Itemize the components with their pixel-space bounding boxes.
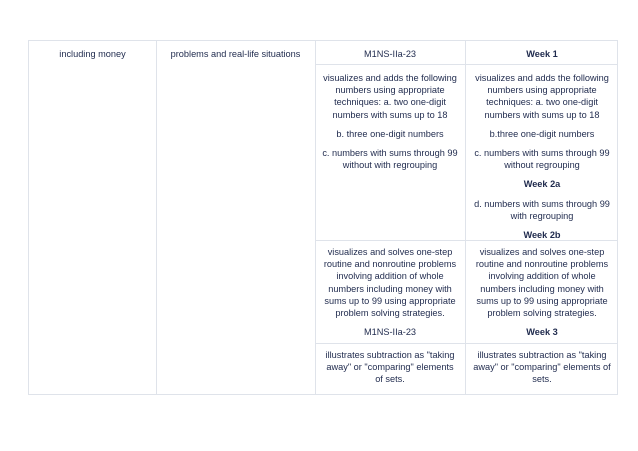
schedule-addition-cell bbox=[472, 72, 612, 248]
column-divider bbox=[315, 41, 316, 394]
column-divider bbox=[465, 41, 466, 394]
competency-text: b.three one-digit numbers bbox=[489, 128, 595, 139]
row-divider bbox=[315, 64, 617, 65]
competency-text: b. three one-digit numbers bbox=[336, 128, 444, 139]
competency-text: visualizes and solves one-step routine and nonroutine problems involving addition of whole numbers including money with sums up to 99 using appropriate problem solving strategies. bbox=[475, 247, 609, 319]
competency-text: visualizes and solves one-step routine and nonroutine problems involving addition of whole numbers including money with sums up to 99 using appropriate problem solving strategies. bbox=[323, 247, 457, 319]
column-divider bbox=[156, 41, 157, 394]
cell-topic: including money bbox=[59, 49, 126, 59]
cell-code: M1NS-IIa-23 bbox=[363, 49, 417, 59]
competency-addition-cell bbox=[322, 72, 458, 178]
competency-text: visualizes and adds the following numbers using appropriate techniques: a. two one-digit numbers with sums up to 18 bbox=[323, 73, 457, 120]
schedule-subtraction-cell: illustrates subtraction as "taking away" or "comparing" elements of sets. bbox=[473, 350, 611, 385]
competency-text: d. numbers with sums through 99 with regrouping bbox=[474, 198, 610, 221]
week-label: Week 2a bbox=[523, 179, 561, 190]
competency-problem-solving-cell bbox=[322, 246, 458, 345]
week-label: Week 3 bbox=[526, 327, 558, 338]
cell-subtopic: problems and real-life situations bbox=[170, 49, 301, 59]
competency-text: visualizes and adds the following numbers using appropriate techniques: a. two one-digit numbers with sums up to 18 bbox=[475, 73, 609, 120]
competency-code: M1NS-IIa-23 bbox=[363, 327, 417, 338]
competency-subtraction-cell: illustrates subtraction as "taking away" or "comparing" elements of sets. bbox=[325, 350, 455, 385]
competency-text: c. numbers with sums through 99 without with regrouping bbox=[322, 148, 458, 171]
cell-week: Week 1 bbox=[526, 49, 558, 59]
competency-text: c. numbers with sums through 99 without regrouping bbox=[474, 148, 610, 171]
curriculum-table bbox=[28, 40, 618, 395]
schedule-problem-solving-cell bbox=[472, 246, 612, 345]
week-label: Week 2b bbox=[523, 230, 561, 241]
